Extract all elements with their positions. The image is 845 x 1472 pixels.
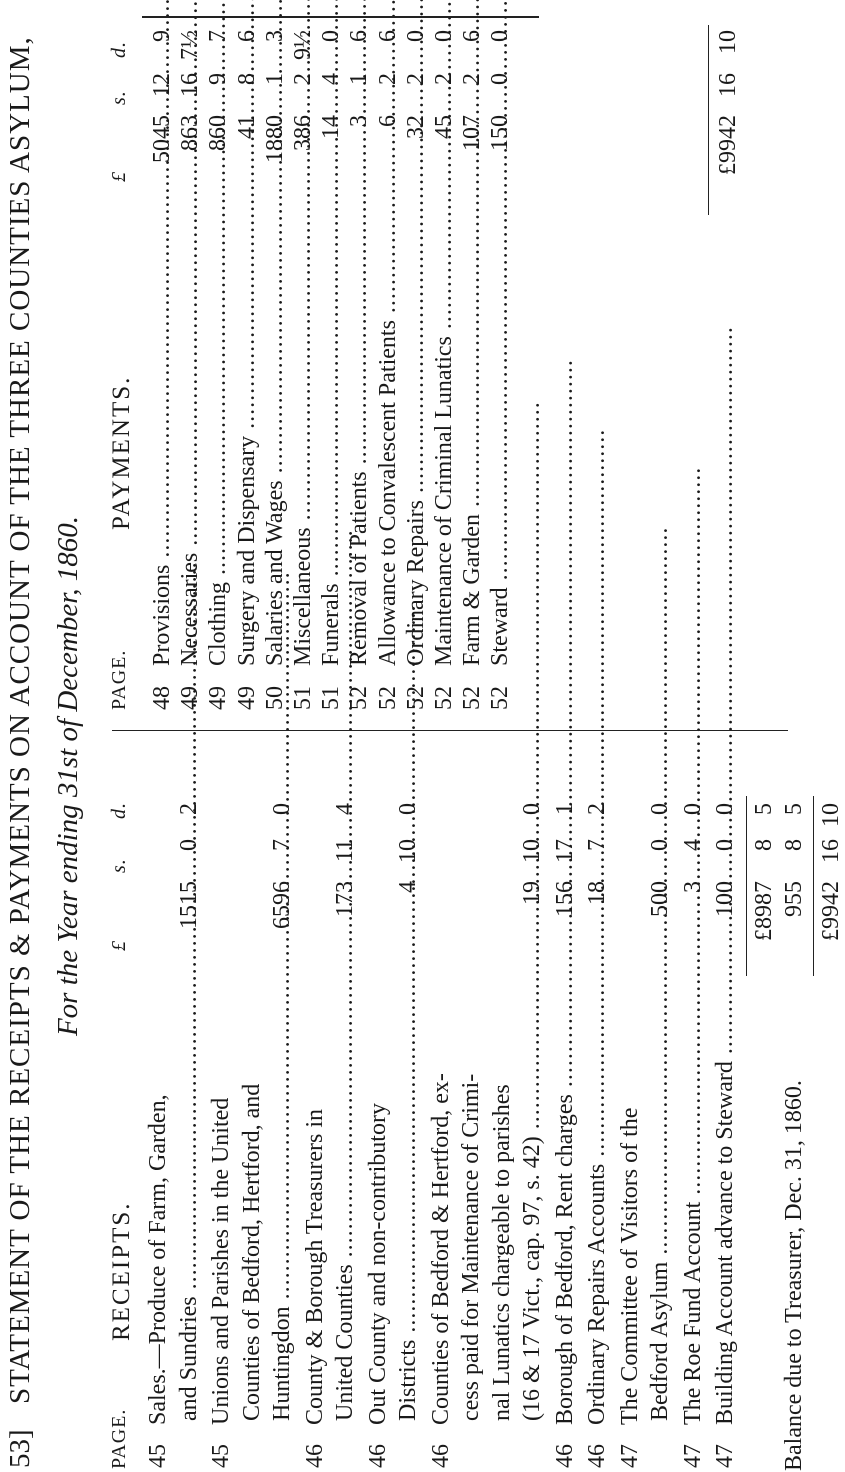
payment-pounds: 3 xyxy=(346,115,373,127)
payments-pounds-heading: £ xyxy=(108,171,130,182)
payment-shillings: 2 xyxy=(290,73,316,85)
receipt-description: Ordinary Repairs Accounts ..... xyxy=(583,1015,611,1425)
payment-pounds: 5045 xyxy=(149,115,175,163)
payment-pence: 9½ xyxy=(290,30,316,60)
receipt-page-ref: 46 xyxy=(584,1444,610,1468)
receipt-shillings: 4 xyxy=(679,839,706,851)
payment-pounds: 6 xyxy=(374,115,401,127)
receipts-pence-heading: d. xyxy=(108,802,130,819)
balance-label: Balance due to Treasurer, Dec. 31, 1860. xyxy=(781,1080,807,1471)
receipt-pounds: 19 xyxy=(519,881,545,905)
payment-shillings: 1 xyxy=(346,73,373,85)
payment-pence: 6 xyxy=(374,30,401,42)
receipts-section xyxy=(108,765,844,1471)
payment-page-ref: 52 xyxy=(487,686,514,710)
payments-page-heading: PAGE. xyxy=(108,649,130,710)
payment-pounds: 14 xyxy=(318,115,345,139)
receipt-description: Building Account advance to Steward ..... xyxy=(711,1015,739,1425)
receipt-shillings: 11 xyxy=(332,839,358,863)
payment-page-ref: 51 xyxy=(318,686,345,710)
receipt-shillings: 0 xyxy=(647,839,673,851)
receipt-description: Counties of Bedford, Hertford, and xyxy=(238,1083,265,1421)
receipt-page-ref: 46 xyxy=(551,1444,578,1468)
payment-pence: 0 xyxy=(431,30,457,42)
payment-page-ref: 50 xyxy=(261,686,288,710)
receipt-shillings: 0 xyxy=(175,839,202,851)
payment-description: Clothing ..... xyxy=(204,206,232,666)
payment-pounds: 863 xyxy=(177,115,204,151)
payment-pounds: 386 xyxy=(290,115,316,151)
payment-description: Funerals ..... xyxy=(317,206,345,666)
receipt-pence: 2 xyxy=(584,803,610,815)
page-subtitle-row xyxy=(52,0,85,1472)
payment-shillings: 1 xyxy=(261,73,288,85)
payment-shillings: 16 xyxy=(177,73,204,97)
payment-pence: 6 xyxy=(233,30,260,42)
payment-pence: 0 xyxy=(402,30,429,42)
payment-description: Allowance to Convalescent Patients ..... xyxy=(374,206,402,666)
sum-rule xyxy=(746,796,747,976)
receipts-shillings-heading: s. xyxy=(108,858,130,873)
payments-total-shillings: 16 xyxy=(715,73,741,97)
payment-pence: 0 xyxy=(487,30,514,42)
receipts-total-pence: 10 xyxy=(817,803,844,827)
payment-description: Necessaries ..... xyxy=(176,206,204,666)
receipt-page-ref: 46 xyxy=(427,1444,454,1468)
receipt-pounds: 3 xyxy=(679,881,706,893)
receipt-page-ref: 47 xyxy=(679,1444,706,1468)
receipt-shillings: 0 xyxy=(712,839,738,851)
receipt-description: County & Borough Treasurers in xyxy=(301,1108,328,1425)
balance-pence: 5 xyxy=(781,803,807,815)
payment-page-ref: 48 xyxy=(149,686,175,710)
payment-page-ref: 52 xyxy=(402,686,429,710)
payment-description: Provisions ..... xyxy=(148,206,176,666)
receipt-pence: 0 xyxy=(679,803,706,815)
receipts-page-heading: PAGE. xyxy=(108,1408,130,1469)
payment-page-ref: 52 xyxy=(431,686,457,710)
receipt-pence: 0 xyxy=(712,803,738,815)
payment-page-ref: 49 xyxy=(177,686,204,710)
payment-pence: 6 xyxy=(346,30,373,42)
payment-pence: 7 xyxy=(205,30,232,42)
receipt-page-ref: 46 xyxy=(364,1444,391,1468)
receipt-pounds: 1515 xyxy=(175,881,202,929)
receipt-pence: 2 xyxy=(175,803,202,815)
payment-description: Removal of Patients ..... xyxy=(345,206,373,666)
receipt-pence: 0 xyxy=(269,803,295,815)
receipt-shillings: 10 xyxy=(395,839,421,863)
payment-pounds: 107 xyxy=(459,115,486,151)
receipt-description: Huntingdon ..... xyxy=(268,1015,296,1421)
payment-page-ref: 52 xyxy=(346,686,373,710)
receipt-shillings: 10 xyxy=(519,839,545,863)
payment-pounds: 41 xyxy=(233,115,260,139)
receipts-total-shillings: 16 xyxy=(817,839,844,863)
receipts-subtotal-pounds: £8987 xyxy=(750,881,777,941)
payment-pounds: 860 xyxy=(205,115,232,151)
payment-page-ref: 51 xyxy=(290,686,316,710)
receipt-description: Borough of Bedford, Rent charges ..... xyxy=(551,1015,579,1425)
receipt-description: The Roe Fund Account ..... xyxy=(679,1015,707,1425)
balance-pounds: 955 xyxy=(781,881,807,917)
payments-total-pounds: £9942 xyxy=(715,115,741,175)
payment-page-ref: 52 xyxy=(374,686,401,710)
receipt-pounds: 4 xyxy=(395,881,421,893)
payment-shillings: 2 xyxy=(431,73,457,85)
payment-shillings: 4 xyxy=(318,73,345,85)
receipts-total-pounds: £9942 xyxy=(817,881,844,941)
receipt-description: United Counties ..... xyxy=(331,1015,359,1421)
receipt-page-ref: 45 xyxy=(145,1444,171,1468)
receipt-description: (16 & 17 Vict., cap. 97, s. 42) ..... xyxy=(518,1015,546,1421)
payment-pounds: 1880 xyxy=(261,115,288,163)
payment-pence: 0 xyxy=(318,30,345,42)
payment-page-ref: 52 xyxy=(459,686,486,710)
payment-pounds: 32 xyxy=(402,115,429,139)
payment-shillings: 9 xyxy=(205,73,232,85)
payment-shillings: 12 xyxy=(149,73,175,97)
receipt-pence: 0 xyxy=(647,803,673,815)
receipt-page-ref: 45 xyxy=(208,1444,234,1468)
column-divider xyxy=(112,730,788,731)
receipt-pence: 0 xyxy=(519,803,545,815)
payment-description: Steward ..... xyxy=(486,206,514,666)
receipt-page-ref: 47 xyxy=(712,1444,738,1468)
page-subtitle: For the Year ending 31st of December, 1860. xyxy=(52,515,84,1037)
receipt-description: and Sundries ..... xyxy=(175,1015,203,1421)
payment-description: Farm & Garden ..... xyxy=(458,206,486,666)
payments-section xyxy=(108,10,800,710)
receipt-page-ref: 47 xyxy=(616,1444,643,1468)
receipts-subtotal-shillings: 8 xyxy=(750,839,777,851)
receipt-description: Bedford Asylum ..... xyxy=(646,1015,674,1421)
payment-description: Miscellaneous ..... xyxy=(289,206,317,666)
payment-shillings: 2 xyxy=(402,73,429,85)
receipt-pounds: 173 xyxy=(332,881,358,917)
payment-page-ref: 49 xyxy=(205,686,232,710)
receipt-description: The Committee of Visitors of the xyxy=(616,1107,643,1425)
receipt-pounds: 18 xyxy=(584,881,610,905)
payment-pence: 9 xyxy=(149,30,175,42)
receipt-description: Out County and non-contributory xyxy=(364,1103,391,1425)
payment-pounds: 150 xyxy=(487,115,514,151)
payment-description: Salaries and Wages ..... xyxy=(261,206,289,666)
payments-pence-heading: d. xyxy=(108,41,130,58)
receipt-description: Unions and Parishes in the United xyxy=(208,1097,234,1425)
sum-rule xyxy=(813,796,814,976)
receipt-description: Sales.—Produce of Farm, Garden, xyxy=(145,1094,171,1425)
payment-description: Surgery and Dispensary ..... xyxy=(233,206,261,666)
payment-pounds: 45 xyxy=(431,115,457,139)
receipt-description: Counties of Bedford & Hertford, ex- xyxy=(427,1073,454,1425)
payment-shillings: 2 xyxy=(459,73,486,85)
receipt-pounds: 100 xyxy=(712,881,738,917)
receipt-pence: 0 xyxy=(395,803,421,815)
payment-description: Maintenance of Criminal Lunatics ..... xyxy=(430,206,458,666)
receipts-subtotal-pence: 5 xyxy=(750,803,777,815)
receipt-description: Districts ..... xyxy=(394,1015,422,1421)
payment-pence: 7½ xyxy=(177,30,204,60)
receipt-shillings: 7 xyxy=(269,839,295,851)
page-number: 53] xyxy=(4,1429,36,1468)
receipt-pounds: 6596 xyxy=(269,881,295,929)
sum-rule xyxy=(142,16,539,18)
receipt-description: nal Lunatics chargeable to parishes xyxy=(488,1084,515,1421)
payment-page-ref: 49 xyxy=(233,686,260,710)
payment-pence: 3 xyxy=(261,30,288,42)
receipt-pence: 4 xyxy=(332,803,358,815)
payments-shillings-heading: s. xyxy=(108,90,130,105)
payment-pence: 6 xyxy=(459,30,486,42)
payment-shillings: 8 xyxy=(233,73,260,85)
receipt-shillings: 7 xyxy=(584,839,610,851)
payments-total-pence: 10 xyxy=(715,30,741,54)
payments-heading: PAYMENTS. xyxy=(108,375,135,530)
sum-rule xyxy=(708,25,709,215)
balance-shillings: 8 xyxy=(781,839,807,851)
receipt-description: cess paid for Maintenance of Crimi- xyxy=(458,1073,484,1421)
receipts-pounds-heading: £ xyxy=(108,940,130,951)
page-title: STATEMENT OF THE RECEIPTS & PAYMENTS ON ACCOUNT OF THE THREE COUNTIES ASYLUM, xyxy=(4,36,36,1404)
receipt-page-ref: 46 xyxy=(301,1444,328,1468)
receipt-pence: 1 xyxy=(551,803,578,815)
receipt-pounds: 500 xyxy=(647,881,673,917)
receipt-pounds: 156 xyxy=(551,881,578,917)
payment-shillings: 0 xyxy=(487,73,514,85)
payment-shillings: 2 xyxy=(374,73,401,85)
payment-description: Ordinary Repairs ..... xyxy=(402,206,430,666)
receipts-heading: RECEIPTS. xyxy=(108,1201,135,1341)
receipt-shillings: 17 xyxy=(551,839,578,863)
